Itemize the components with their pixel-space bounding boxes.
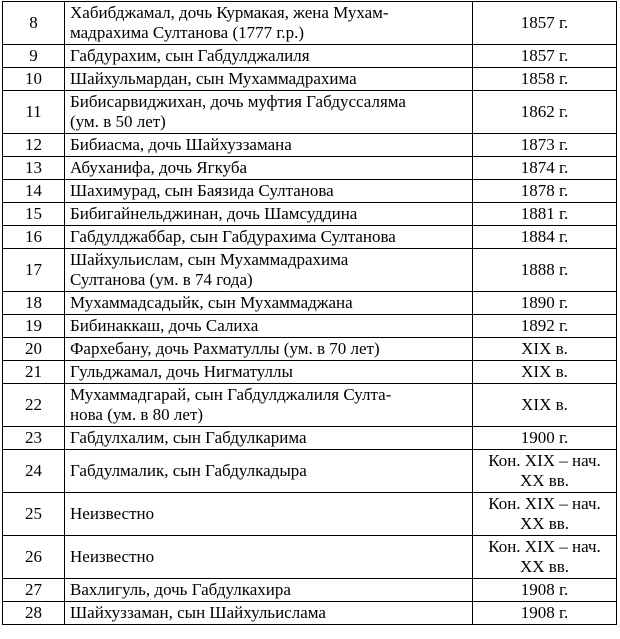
table-row xyxy=(3,203,617,226)
row-name-line: Габдулмалик, сын Габдулкадыра xyxy=(70,461,307,480)
row-number: 16 xyxy=(3,226,65,249)
row-name xyxy=(65,536,473,579)
row-name xyxy=(65,338,473,361)
row-name-line: Фархебану, дочь Рахматуллы (ум. в 70 лет) xyxy=(70,339,380,358)
row-name-line: (ум. в 50 лет) xyxy=(70,112,166,131)
row-name xyxy=(65,68,473,91)
table-row xyxy=(3,536,617,579)
table-row xyxy=(3,493,617,536)
row-date xyxy=(473,450,617,493)
row-date-line: XX вв. xyxy=(519,514,570,533)
row-date-line: XIX в. xyxy=(521,339,568,358)
row-date xyxy=(473,493,617,536)
row-name xyxy=(65,249,473,292)
row-name-line: Шайхульмардан, сын Мухаммадрахима xyxy=(70,69,357,88)
row-name-line: Неизвестно xyxy=(70,504,155,523)
row-number: 19 xyxy=(3,315,65,338)
row-number: 25 xyxy=(3,493,65,536)
row-number: 10 xyxy=(3,68,65,91)
row-name xyxy=(65,180,473,203)
row-date xyxy=(473,180,617,203)
row-number: 21 xyxy=(3,361,65,384)
row-name-line: Габдулджаббар, сын Габдурахима Султанова xyxy=(70,227,396,246)
table-row xyxy=(3,338,617,361)
row-name xyxy=(65,157,473,180)
row-name xyxy=(65,384,473,427)
table-row xyxy=(3,292,617,315)
table-row xyxy=(3,157,617,180)
row-date xyxy=(473,226,617,249)
row-name xyxy=(65,45,473,68)
row-name xyxy=(65,427,473,450)
row-number: 28 xyxy=(3,602,65,625)
row-date xyxy=(473,292,617,315)
row-name-line: Султанова (ум. в 74 года) xyxy=(70,270,253,289)
row-date-line: XX вв. xyxy=(519,471,570,490)
table-row xyxy=(3,249,617,292)
row-number: 13 xyxy=(3,157,65,180)
row-name xyxy=(65,315,473,338)
row-date xyxy=(473,2,617,45)
table-row xyxy=(3,68,617,91)
row-date xyxy=(473,315,617,338)
table-row xyxy=(3,427,617,450)
row-number: 8 xyxy=(3,2,65,45)
row-name xyxy=(65,226,473,249)
row-name-line: Неизвестно xyxy=(70,547,155,566)
row-date-line: 1858 г. xyxy=(520,69,569,88)
row-date xyxy=(473,68,617,91)
row-date xyxy=(473,384,617,427)
row-number: 12 xyxy=(3,134,65,157)
row-date-line: 1857 г. xyxy=(520,46,569,65)
row-date xyxy=(473,579,617,602)
table-row xyxy=(3,91,617,134)
row-date-line: XIX в. xyxy=(521,395,568,414)
table-row xyxy=(3,450,617,493)
row-date xyxy=(473,91,617,134)
row-date-line: XX вв. xyxy=(519,557,570,576)
row-number: 15 xyxy=(3,203,65,226)
table-row xyxy=(3,2,617,45)
row-name xyxy=(65,450,473,493)
row-name xyxy=(65,493,473,536)
row-name-line: Мухаммадсадыйк, сын Мухаммаджана xyxy=(70,293,353,312)
row-name-line: Бибигайнельджинан, дочь Шамсуддина xyxy=(70,204,358,223)
row-number: 11 xyxy=(3,91,65,134)
row-date-line: 1892 г. xyxy=(520,316,569,335)
row-name-line: Гульджамал, дочь Нигматуллы xyxy=(70,362,293,381)
row-name-line: Бибинаккаш, дочь Салиха xyxy=(70,316,259,335)
row-date-line: Кон. XIX – нач. xyxy=(488,451,601,470)
row-date-line: 1881 г. xyxy=(520,204,569,223)
table-row xyxy=(3,602,617,625)
row-name xyxy=(65,292,473,315)
row-date-line: Кон. XIX – нач. xyxy=(488,494,601,513)
row-name xyxy=(65,579,473,602)
row-name-line: мадрахима Султанова (1777 г.р.) xyxy=(70,23,305,42)
table-row xyxy=(3,45,617,68)
row-name xyxy=(65,91,473,134)
row-date-line: 1878 г. xyxy=(520,181,569,200)
row-date-line: 1908 г. xyxy=(520,580,569,599)
table-row xyxy=(3,384,617,427)
row-name-line: Мухаммадгарай, сын Габдулджалиля Султа- xyxy=(70,385,392,404)
row-date xyxy=(473,536,617,579)
row-date xyxy=(473,249,617,292)
row-date-line: 1873 г. xyxy=(520,135,569,154)
row-number: 24 xyxy=(3,450,65,493)
row-name-line: Бибисарвиджихан, дочь муфтия Габдуссаляма xyxy=(70,92,406,111)
row-date-line: 1857 г. xyxy=(520,13,569,32)
row-number: 20 xyxy=(3,338,65,361)
row-name-line: нова (ум. в 80 лет) xyxy=(70,405,204,424)
row-number: 23 xyxy=(3,427,65,450)
row-name-line: Хабибджамал, дочь Курмакая, жена Мухам- xyxy=(70,3,389,22)
row-number: 27 xyxy=(3,579,65,602)
row-number: 18 xyxy=(3,292,65,315)
burials-table xyxy=(2,1,617,625)
row-name xyxy=(65,602,473,625)
row-name-line: Шахимурад, сын Баязида Султанова xyxy=(70,181,334,200)
row-date-line: 1888 г. xyxy=(520,260,569,279)
row-date xyxy=(473,427,617,450)
row-name-line: Шайхульислам, сын Мухаммадрахима xyxy=(70,250,349,269)
row-date xyxy=(473,45,617,68)
row-number: 26 xyxy=(3,536,65,579)
row-name xyxy=(65,2,473,45)
table-row xyxy=(3,361,617,384)
row-date xyxy=(473,134,617,157)
table-row xyxy=(3,226,617,249)
row-date xyxy=(473,602,617,625)
row-date-line: 1884 г. xyxy=(520,227,569,246)
row-date-line: 1874 г. xyxy=(520,158,569,177)
row-number: 9 xyxy=(3,45,65,68)
table-row xyxy=(3,315,617,338)
row-date-line: 1900 г. xyxy=(520,428,569,447)
table-row xyxy=(3,579,617,602)
row-date-line: 1890 г. xyxy=(520,293,569,312)
row-date-line: XIX в. xyxy=(521,362,568,381)
row-date-line: 1908 г. xyxy=(520,603,569,622)
row-date xyxy=(473,203,617,226)
row-date xyxy=(473,157,617,180)
row-number: 22 xyxy=(3,384,65,427)
row-name-line: Бибиасма, дочь Шайхуззамана xyxy=(70,135,292,154)
row-date xyxy=(473,361,617,384)
row-name-line: Шайхуззаман, сын Шайхульислама xyxy=(70,603,326,622)
row-name-line: Габдурахим, сын Габдулджалиля xyxy=(70,46,310,65)
table-row xyxy=(3,134,617,157)
row-date-line: 1862 г. xyxy=(520,102,569,121)
table-body xyxy=(3,2,617,625)
row-name-line: Абуханифа, дочь Ягкуба xyxy=(70,158,248,177)
row-name-line: Габдулхалим, сын Габдулкарима xyxy=(70,428,307,447)
table-row xyxy=(3,180,617,203)
row-name xyxy=(65,134,473,157)
row-date xyxy=(473,338,617,361)
row-date-line: Кон. XIX – нач. xyxy=(488,537,601,556)
row-number: 14 xyxy=(3,180,65,203)
row-number: 17 xyxy=(3,249,65,292)
row-name-line: Вахлигуль, дочь Габдулкахира xyxy=(70,580,291,599)
row-name xyxy=(65,361,473,384)
row-name xyxy=(65,203,473,226)
